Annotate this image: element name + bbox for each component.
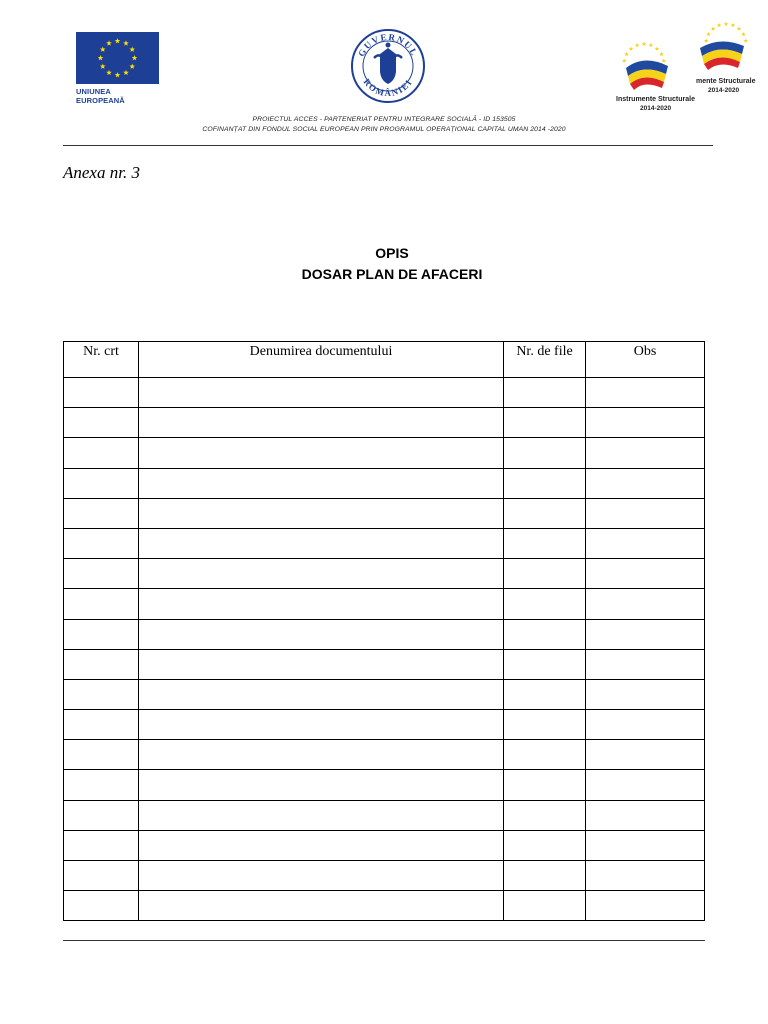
header-logos	[0, 0, 768, 110]
header-divider	[63, 145, 713, 146]
is-star-icon	[743, 38, 748, 42]
table-cell	[586, 891, 705, 921]
eu-star-icon	[123, 70, 129, 75]
table-cell	[586, 378, 705, 408]
opis-table	[63, 341, 705, 921]
eu-star-icon	[129, 47, 135, 52]
table-cell	[504, 498, 586, 528]
table-cell	[504, 528, 586, 558]
seal-text-bottom: ROMÂNIEI	[361, 76, 415, 99]
table-cell	[504, 408, 586, 438]
table-cell	[64, 800, 139, 830]
government-seal-icon	[350, 28, 426, 104]
is-star-icon	[642, 42, 647, 46]
table-cell	[586, 679, 705, 709]
eu-star-icon	[115, 38, 121, 43]
eu-star-icon	[129, 64, 135, 69]
table-cell	[64, 830, 139, 860]
project-line-2: COFINANȚAT DIN FONDUL SOCIAL EUROPEAN PRIN PROGRAMUL OPERAȚIONAL CAPITAL UMAN 2014 -2020	[202, 126, 566, 133]
table-cell	[139, 619, 504, 649]
table-cell	[139, 800, 504, 830]
is-star-icon	[737, 26, 742, 30]
table-cell	[586, 740, 705, 770]
eu-label: UNIUNEA EUROPEANĂ	[76, 87, 125, 105]
instrumente-structurale-logo	[612, 36, 700, 116]
column-header-nr-crt: Nr. crt	[64, 342, 139, 378]
document-title: OPIS	[375, 245, 409, 261]
document-subtitle: DOSAR PLAN DE AFACERI	[301, 266, 483, 282]
is-star-icon	[655, 46, 660, 50]
table-row	[64, 438, 705, 468]
table-cell	[586, 800, 705, 830]
is-star-icon	[711, 26, 716, 30]
table-cell	[139, 830, 504, 860]
table-cell	[139, 740, 504, 770]
table-cell	[64, 740, 139, 770]
table-cell	[64, 861, 139, 891]
table-cell	[139, 559, 504, 589]
table-row	[64, 408, 705, 438]
table-row	[64, 559, 705, 589]
table-cell	[586, 468, 705, 498]
is-star-icon	[731, 23, 736, 27]
table-cell	[64, 710, 139, 740]
table-cell	[504, 800, 586, 830]
table-cell	[504, 559, 586, 589]
table-row	[64, 679, 705, 709]
table-row	[64, 528, 705, 558]
is-star-icon	[624, 52, 629, 56]
table-cell	[586, 710, 705, 740]
table-cell	[64, 891, 139, 921]
table-cell	[504, 710, 586, 740]
table-cell	[586, 528, 705, 558]
table-cell	[64, 589, 139, 619]
table-row	[64, 619, 705, 649]
project-line-1: PROIECTUL ACCES - PARTENERIAT PENTRU INTEGRARE SOCIALĂ - ID 153505	[252, 116, 516, 123]
table-cell	[139, 679, 504, 709]
table-cell	[64, 408, 139, 438]
is-star-icon	[741, 32, 746, 36]
table-cell	[504, 861, 586, 891]
eu-star-icon	[106, 40, 112, 45]
table-cell	[139, 468, 504, 498]
table-cell	[586, 830, 705, 860]
table-cell	[504, 830, 586, 860]
table-cell	[139, 408, 504, 438]
table-cell	[504, 619, 586, 649]
table-cell	[139, 891, 504, 921]
table-cell	[504, 649, 586, 679]
is-star-icon	[622, 58, 627, 62]
table-row	[64, 498, 705, 528]
is-star-icon	[659, 52, 664, 56]
table-cell	[139, 498, 504, 528]
is-year-2: 2014-2020	[708, 87, 740, 94]
annex-number: Anexa nr. 3	[63, 163, 140, 182]
table-cell	[504, 891, 586, 921]
table-cell	[64, 498, 139, 528]
table-cell	[139, 589, 504, 619]
is-label-1: Instrumente Structurale	[616, 96, 695, 103]
is-star-icon	[661, 58, 666, 62]
table-cell	[64, 649, 139, 679]
table-cell	[586, 498, 705, 528]
table-cell	[64, 528, 139, 558]
is-star-circle-icon	[612, 36, 700, 96]
is-star-icon	[649, 43, 654, 47]
table-cell	[139, 770, 504, 800]
table-row	[64, 740, 705, 770]
table-cell	[586, 861, 705, 891]
table-row	[64, 861, 705, 891]
table-row	[64, 770, 705, 800]
table-cell	[64, 619, 139, 649]
table-row	[64, 710, 705, 740]
table-cell	[504, 438, 586, 468]
table-cell	[139, 649, 504, 679]
table-cell	[139, 528, 504, 558]
table-cell	[504, 770, 586, 800]
is-star-icon	[717, 23, 722, 27]
table-cell	[586, 649, 705, 679]
is-star-icon	[635, 43, 640, 47]
table-cell	[504, 468, 586, 498]
table-row	[64, 468, 705, 498]
column-header-document-name: Denumirea documentului	[139, 342, 504, 378]
table-row	[64, 589, 705, 619]
eu-star-icon	[100, 64, 106, 69]
table-row	[64, 649, 705, 679]
table-cell	[586, 619, 705, 649]
table-cell	[504, 589, 586, 619]
table-cell	[139, 710, 504, 740]
table-cell	[64, 770, 139, 800]
table-cell	[139, 438, 504, 468]
column-header-page-count: Nr. de file	[504, 342, 586, 378]
eu-star-icon	[132, 55, 138, 60]
footer-divider	[63, 940, 705, 941]
eu-star-icon	[98, 55, 104, 60]
eu-star-icon	[100, 47, 106, 52]
table-header-row	[64, 342, 705, 378]
is-star-icon	[724, 22, 729, 26]
is-star-icon	[704, 38, 709, 42]
table-cell	[139, 861, 504, 891]
is-star-icon	[629, 46, 634, 50]
instrumente-structurale-logo-2	[696, 20, 756, 100]
table-cell	[586, 589, 705, 619]
table-cell	[504, 679, 586, 709]
eu-logo	[76, 32, 160, 105]
table-row	[64, 378, 705, 408]
seal-text-top: GUVERNUL	[356, 31, 420, 59]
is-star-circle-icon-2	[696, 20, 756, 76]
column-header-observations: Obs	[586, 342, 705, 378]
table-cell	[586, 438, 705, 468]
table-row	[64, 800, 705, 830]
table-cell	[504, 740, 586, 770]
table-cell	[586, 770, 705, 800]
table-cell	[64, 559, 139, 589]
opis-table-body	[64, 378, 705, 921]
table-row	[64, 891, 705, 921]
eu-star-icon	[123, 40, 129, 45]
is-label-2: mente Structurale	[696, 78, 756, 85]
table-cell	[586, 559, 705, 589]
is-star-icon	[706, 32, 711, 36]
eu-star-icon	[115, 72, 121, 77]
is-year-1: 2014-2020	[640, 105, 672, 112]
table-cell	[504, 378, 586, 408]
table-cell	[64, 378, 139, 408]
table-cell	[64, 438, 139, 468]
table-cell	[586, 408, 705, 438]
table-cell	[64, 468, 139, 498]
table-row	[64, 830, 705, 860]
eu-flag-icon	[76, 32, 159, 84]
table-cell	[139, 378, 504, 408]
eu-star-icon	[106, 70, 112, 75]
table-cell	[64, 679, 139, 709]
